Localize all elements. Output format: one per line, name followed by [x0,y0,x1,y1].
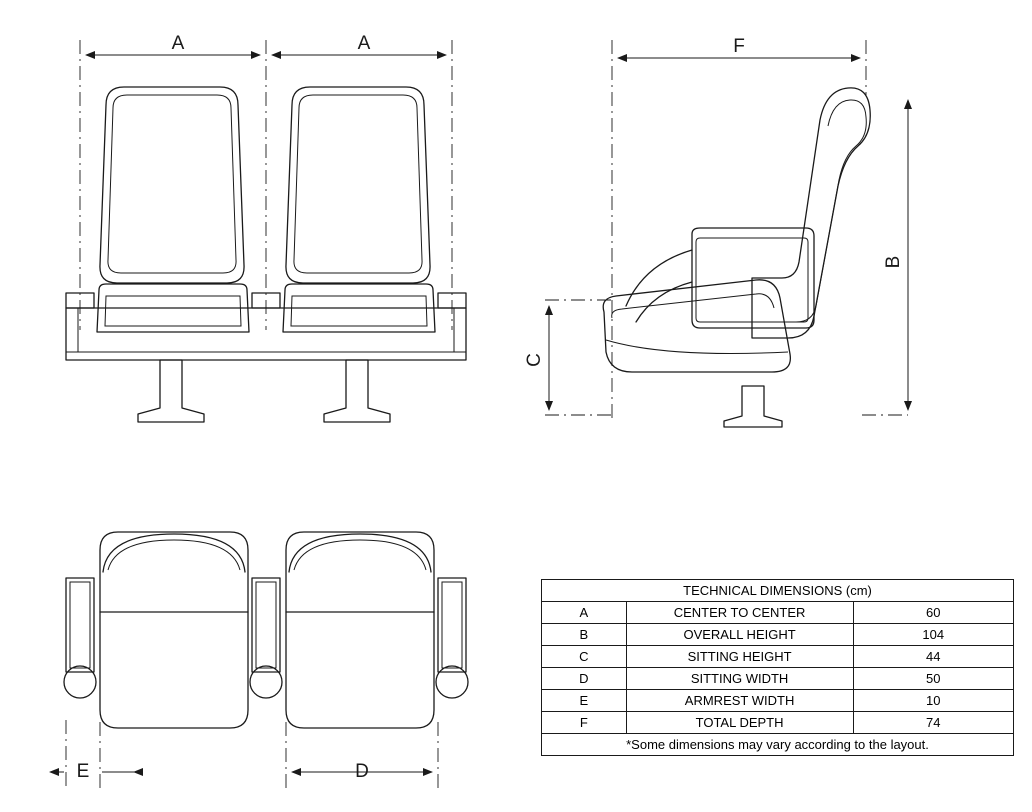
label-d: D [355,761,369,782]
row-value: 60 [853,602,1014,624]
table-row [542,602,1014,624]
label-c: C [524,353,545,367]
table-row [542,624,1014,646]
row-code: E [542,690,627,712]
row-name: SITTING HEIGHT [626,646,853,668]
row-name: CENTER TO CENTER [626,602,853,624]
row-name: TOTAL DEPTH [626,712,853,734]
row-code: C [542,646,627,668]
table-row [542,712,1014,734]
row-value: 44 [853,646,1014,668]
label-a-left: A [171,33,185,54]
label-b: B [883,255,904,269]
side-view-group [524,36,908,427]
row-code: A [542,602,627,624]
row-name: SITTING WIDTH [626,668,853,690]
row-value: 50 [853,668,1014,690]
table-title: TECHNICAL DIMENSIONS (cm) [542,580,1014,602]
row-value: 74 [853,712,1014,734]
top-view-group [50,532,468,790]
label-f: F [733,36,745,57]
row-code: F [542,712,627,734]
row-value: 10 [853,690,1014,712]
table-footer-row [542,734,1014,756]
row-code: D [542,668,627,690]
table-row [542,646,1014,668]
technical-dimensions-table [541,579,1014,756]
row-code: B [542,624,627,646]
table-note: *Some dimensions may vary according to the layout. [542,734,1014,756]
table-row [542,690,1014,712]
table-row [542,668,1014,690]
row-name: ARMREST WIDTH [626,690,853,712]
label-e: E [76,761,90,782]
front-view-group [66,33,466,422]
table-header-row [542,580,1014,602]
row-name: OVERALL HEIGHT [626,624,853,646]
table-body [542,580,1014,756]
row-value: 104 [853,624,1014,646]
label-a-right: A [357,33,371,54]
